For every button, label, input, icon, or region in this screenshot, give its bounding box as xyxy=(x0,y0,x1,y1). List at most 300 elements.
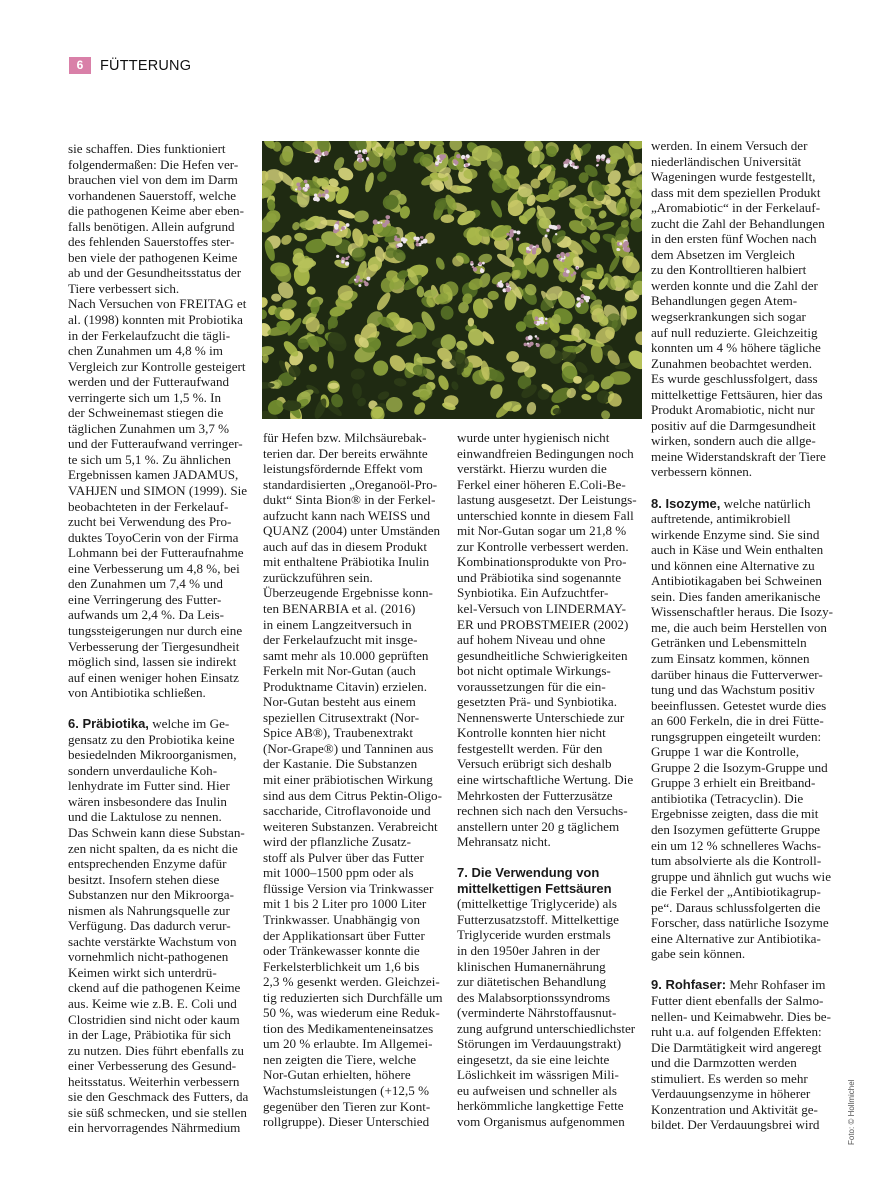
section-heading: mittelkettigen Fettsäuren xyxy=(457,880,612,896)
section-paragraph xyxy=(68,716,264,1136)
text-line: in den ersten fünf Wochen nach xyxy=(651,231,817,247)
text-line: wirkende Enzyme sind. Sie sind xyxy=(651,526,820,542)
flower xyxy=(509,233,513,237)
leaf xyxy=(573,376,582,384)
flower xyxy=(304,188,308,192)
text-line: duktes ToyoCerin von der Firma xyxy=(68,529,239,545)
flower xyxy=(619,242,622,245)
flower xyxy=(535,316,539,320)
text-line: möglich sind, lassen sie indirekt xyxy=(68,654,237,670)
flower xyxy=(596,159,599,162)
leaf xyxy=(328,317,338,328)
text-line: Wissenschaftler heraus. Die Isozy- xyxy=(651,604,833,620)
flower xyxy=(482,262,485,265)
flower xyxy=(313,197,317,201)
text-line: meine Widerstandskraft der Tiere xyxy=(651,448,826,464)
text-line: verstärkt. Hierzu wurden die xyxy=(457,461,607,477)
flower xyxy=(534,321,537,324)
flower xyxy=(596,164,598,166)
flower xyxy=(297,186,301,190)
text-line: „Aromabiotic“ in der Ferkelauf- xyxy=(651,200,821,216)
text-line: an 600 Ferkeln, die in drei Fütte- xyxy=(651,713,824,729)
text-line: und die Laktulose zu nennen. xyxy=(68,809,222,825)
text-line: gruppe und ähnlich gut wuchs wie xyxy=(651,868,832,884)
text-line: Zunahmen beobachtet werden. xyxy=(651,355,813,371)
text-line: Versuch erübrigt sich deshalb xyxy=(457,756,612,772)
text-line: der Applikationsart über Futter xyxy=(263,927,425,943)
flower xyxy=(468,163,471,166)
text-line: klinischen Humanernährung xyxy=(457,958,606,974)
text-line: antibiotika (Tetracyclin). Die xyxy=(651,790,804,806)
flower xyxy=(539,317,542,320)
text-line: Überzeugende Ergebnisse konn- xyxy=(263,585,433,601)
flower xyxy=(401,237,405,241)
text-line: welche natürlich xyxy=(720,495,811,511)
flower xyxy=(579,298,581,300)
text-line: entsprechenden Enzyme dafür xyxy=(68,856,227,872)
text-line: Nennenswerte Unterschiede zur xyxy=(457,709,625,725)
oregano-plant-image xyxy=(262,141,642,419)
flower xyxy=(421,241,424,244)
text-line: Trinkwasser. Unabhängig von xyxy=(263,911,420,927)
text-line: gabe sein können. xyxy=(651,946,746,962)
flower xyxy=(558,258,561,261)
text-line: vorhandenen Sauerstoff, welche xyxy=(68,187,237,203)
text-line: zurückzuführen sein. xyxy=(263,569,373,585)
flower xyxy=(439,160,442,163)
text-line: dem Absetzen im Vergleich xyxy=(651,246,795,262)
flower xyxy=(305,184,309,188)
text-line: Ferkel einer höheren E.Coli-Be- xyxy=(457,476,626,492)
text-line: darüber hinaus die Futterverwer- xyxy=(651,666,823,682)
text-column-3 xyxy=(457,430,653,1130)
text-line: 2,3 % gesenkt werden. Gleichzei- xyxy=(263,974,440,990)
text-line: Tiere verbessert sich. xyxy=(68,280,180,296)
text-line: Clostridien sind nicht oder kaum xyxy=(68,1011,240,1027)
text-line: Getränken und Lebensmitteln xyxy=(651,635,807,651)
flower xyxy=(345,262,349,266)
text-line: aus. Keime wie z.B. E. Coli und xyxy=(68,996,237,1012)
text-line: konnten um 4 % höhere tägliche xyxy=(651,340,821,356)
text-line: bildet. Der Verdauungsbrei wird xyxy=(651,1117,820,1133)
text-line: saccharide, Citroflavonoide und xyxy=(263,803,431,819)
text-line: besitzt. Insofern stehen diese xyxy=(68,871,220,887)
flower xyxy=(556,255,559,258)
text-line: Wageningen wurde festgestellt, xyxy=(651,169,816,185)
text-line: beeinflussen. Getestet wurde dies xyxy=(651,697,827,713)
flower xyxy=(373,219,378,224)
text-line: weiteren Substanzen. Verabreicht xyxy=(263,818,438,834)
text-line: zen nicht spalten, da es nicht die xyxy=(68,840,238,856)
flower xyxy=(547,229,550,232)
text-line: samt mehr als 10.000 geprüften xyxy=(263,647,429,663)
body-paragraph xyxy=(68,296,264,700)
text-line: zucht die Zahl der Behandlungen xyxy=(651,215,825,231)
text-line: einwandfreien Bedingungen noch xyxy=(457,445,634,461)
flower xyxy=(314,159,318,163)
flower xyxy=(366,157,369,160)
flower xyxy=(366,277,370,281)
flower xyxy=(545,234,548,237)
text-line: werden. In einem Versuch der xyxy=(651,138,808,153)
text-line: (mittelkettige Triglyceride) als xyxy=(457,896,618,912)
section-title: FÜTTERUNG xyxy=(100,57,192,74)
text-line: mit Nor-Gutan sogar um 21,8 % xyxy=(457,523,627,539)
text-line: Gruppe 3 erhielt ein Breitband- xyxy=(651,775,816,791)
text-line: Spice AB®), Traubenextrakt xyxy=(263,725,413,741)
text-line: ben viele der pathogenen Keime xyxy=(68,249,238,265)
text-line: bot nicht optimale Wirkungs- xyxy=(457,663,611,679)
text-line: und können eine Alternative zu xyxy=(651,557,815,573)
body-paragraph xyxy=(651,138,847,480)
text-line: Gruppe 1 war die Kontrolle, xyxy=(651,744,799,760)
flower xyxy=(566,270,570,274)
text-line: sie süß schmecken, und sie stellen xyxy=(68,1104,247,1120)
flower xyxy=(358,159,362,163)
flower xyxy=(533,247,537,251)
flower xyxy=(348,256,350,258)
text-line: terien dar. Der bereits erwähnte xyxy=(263,445,428,461)
text-line: der Kastanie. Die Substanzen xyxy=(263,756,418,772)
text-line: lastung ausgesetzt. Der Leistungs- xyxy=(457,492,637,508)
flower xyxy=(606,159,610,163)
text-line: Ferkeln mit Nor-Gutan (auch xyxy=(263,663,416,679)
flower xyxy=(506,287,511,292)
flower xyxy=(549,225,553,229)
flower xyxy=(365,152,367,154)
text-line: Konzentration und Aktivität ge- xyxy=(651,1101,818,1117)
flower xyxy=(624,241,629,246)
text-line: VAHJEN und SIMON (1999). Sie xyxy=(68,483,248,499)
body-paragraph xyxy=(263,694,459,1129)
text-line: me, die auch beim Herstellen von xyxy=(651,619,827,635)
flower xyxy=(346,223,350,227)
text-line: Futter dient ebenfalls der Salmo- xyxy=(651,992,824,1008)
section-paragraph xyxy=(651,977,847,1132)
text-line: Wachstumsleistungen (+12,5 % xyxy=(263,1082,429,1098)
text-line: wird der pflanzliche Zusatz- xyxy=(263,834,411,850)
text-line: besiedelnden Mikroorganismen, xyxy=(68,747,237,763)
text-line: die Ferkel der „Antibiotikagrup- xyxy=(651,884,821,900)
text-line: mittelkettige Fettsäuren, hier das xyxy=(651,386,823,402)
body-paragraph xyxy=(68,141,264,296)
text-column-2 xyxy=(263,430,459,1130)
text-line: QUANZ (2004) unter Umständen xyxy=(263,523,441,539)
flower xyxy=(316,149,321,154)
text-line: sie schaffen. Dies funktioniert xyxy=(68,141,226,156)
photo-credit: Foto: © Hollmichel xyxy=(847,1079,856,1145)
text-line: niederländischen Universität xyxy=(651,153,802,169)
text-line: gensatz zu den Probiotika keine xyxy=(68,731,235,747)
text-line: Störungen im Verdauungstrakt) xyxy=(457,1036,622,1052)
text-line: lenhydrate im Futter sind. Hier xyxy=(68,778,230,794)
flower xyxy=(517,231,521,235)
text-line: Mehr Rohfaser im xyxy=(726,977,826,993)
text-line: wären insbesondere das Inulin xyxy=(68,793,227,809)
text-line: Verfügung. Das dadurch verur- xyxy=(68,918,231,934)
text-line: pe“. Daraus schlussfolgerten die xyxy=(651,899,821,915)
text-line: gegenüber den Tieren zur Kont- xyxy=(263,1098,431,1114)
flower xyxy=(479,262,482,265)
flower xyxy=(454,161,458,165)
flower xyxy=(506,283,509,286)
flower xyxy=(623,247,628,252)
flower xyxy=(618,249,620,251)
text-line: rollgruppe). Dieser Unterschied xyxy=(263,1114,430,1130)
flower xyxy=(555,233,557,235)
flower xyxy=(364,282,368,286)
text-line: (verminderte Nährstoffausnut- xyxy=(457,1005,617,1021)
flower xyxy=(355,150,359,154)
flower xyxy=(394,237,398,241)
text-line: der Schweinemast stiegen die xyxy=(68,405,224,421)
text-line: zu den Kontrolltieren halbiert xyxy=(651,262,807,278)
text-line: rechnen sich nach den Versuchs- xyxy=(457,803,628,819)
text-line: ER und PROBSTMEIER (2002) xyxy=(457,616,629,632)
text-line: Triglyceride wurden erstmals xyxy=(457,927,611,943)
text-line: eingesetzt, da sie eine leichte xyxy=(457,1051,610,1067)
text-line: des fehlenden Sauerstoffes ster- xyxy=(68,234,235,250)
flower xyxy=(564,164,568,168)
flower xyxy=(545,322,548,325)
text-line: Verdauungsenzyme in höherer xyxy=(651,1086,811,1102)
text-line: von Antibiotika schließen. xyxy=(68,685,206,701)
text-line: Die Darmtätigkeit wird angeregt xyxy=(651,1039,822,1055)
text-line: folgendermaßen: Die Hefen ver- xyxy=(68,156,239,172)
text-line: Behandlungen gegen Atem- xyxy=(651,293,798,309)
body-paragraph xyxy=(457,430,653,850)
flower xyxy=(575,166,578,169)
text-line: welche im Ge- xyxy=(148,716,230,732)
text-line: Forscher, dass natürliche Isozyme xyxy=(651,915,829,931)
text-line: Kontrolle konnten hier nicht xyxy=(457,725,606,741)
flower xyxy=(296,183,300,187)
text-line: der Ferkelaufzucht mit insge- xyxy=(263,632,418,648)
flower xyxy=(586,296,590,300)
flower xyxy=(358,284,361,287)
text-line: mit 1000–1500 ppm oder als xyxy=(263,865,414,881)
text-line: und der Futteraufwand verringer- xyxy=(68,436,243,452)
flower xyxy=(421,236,424,239)
flower xyxy=(506,233,509,236)
text-line: mit einer präbiotischen Wirkung xyxy=(263,772,433,788)
text-line: heitsstatus. Weiterhin verbessern xyxy=(68,1073,240,1089)
text-line: in der Lage, Präbiotika für sich xyxy=(68,1027,231,1043)
body-paragraph xyxy=(263,430,459,585)
flower xyxy=(470,261,473,264)
text-line: ein hervorragendes Nährmedium xyxy=(68,1120,241,1136)
text-line: Produktname Citavin) erzielen. xyxy=(263,678,427,694)
flower xyxy=(535,335,538,338)
text-line: zur diätetischen Behandlung xyxy=(457,974,607,990)
text-line: Substanzen nur den Mikroorga- xyxy=(68,887,234,903)
text-line: und Präbiotika sind sogenannte xyxy=(457,569,622,585)
flower xyxy=(540,320,544,324)
text-line: zucht bei Verwendung des Pro- xyxy=(68,514,232,530)
text-line: Keimen wirkt sich unterdrü- xyxy=(68,964,217,980)
text-line: dukt“ Sinta Bion® in der Ferkel- xyxy=(263,492,436,508)
text-line: ein um 12 % schnelleres Wachs- xyxy=(651,837,821,853)
text-line: wirken, sondern auch die allge- xyxy=(651,433,816,449)
text-line: sondern unverdauliche Koh- xyxy=(68,762,218,778)
text-column-1 xyxy=(68,141,264,1136)
flower xyxy=(386,215,390,219)
flower xyxy=(530,342,534,346)
text-line: Nor-Gutan erhielten, höhere xyxy=(263,1067,411,1083)
flower xyxy=(601,154,606,159)
flower xyxy=(516,238,519,241)
text-line: verringerte sich um 1,5 %. In xyxy=(68,389,222,405)
flower xyxy=(354,279,356,281)
text-line: in der Ferkelaufzucht die tägli- xyxy=(68,327,231,343)
text-line: eine wirtschaftliche Wertung. Die xyxy=(457,772,634,788)
flower xyxy=(360,279,363,282)
text-line: ckend auf die pathogenen Keime xyxy=(68,980,241,996)
flower xyxy=(377,221,380,224)
flower xyxy=(318,193,322,197)
text-line: mit 1 bis 2 Liter pro 1000 Liter xyxy=(263,896,427,912)
text-line: wegserkrankungen sich sogar xyxy=(651,309,806,325)
text-line: einer Verbesserung des Gesund- xyxy=(68,1058,237,1074)
text-line: Kombinationsprodukte von Pro- xyxy=(457,554,627,570)
flower xyxy=(472,266,474,268)
text-line: beobachteten in der Ferkelauf- xyxy=(68,498,229,514)
text-line: auch auf das in diesem Produkt xyxy=(263,538,427,554)
flower xyxy=(583,296,586,299)
text-line: brauchen viel von dem im Darm xyxy=(68,172,238,188)
text-line: gesundheitliche Schwierigkeiten xyxy=(457,647,628,663)
text-line: und die Darmzotten werden xyxy=(651,1055,797,1071)
leaf xyxy=(464,169,478,179)
flower xyxy=(405,239,408,242)
text-line: die pathogenen Keime aber eben- xyxy=(68,203,244,219)
text-line: sie den Geschmack des Futters, da xyxy=(68,1089,249,1105)
text-line: positiv auf die Darmgesundheit xyxy=(651,417,816,433)
flower xyxy=(382,223,387,228)
text-line: Das Schwein kann diese Substan- xyxy=(68,825,245,841)
flower xyxy=(341,260,344,263)
text-line: standardisierten „Oreganoöl-Pro- xyxy=(263,476,438,492)
text-line: zung aufgrund unterschiedlichster xyxy=(457,1020,636,1036)
text-line: stoff als Pulver über das Futter xyxy=(263,849,424,865)
text-line: auf null reduzierte. Gleichzeitig xyxy=(651,324,818,340)
text-line: um 20 % erlaubte. Im Allgemei- xyxy=(263,1036,433,1052)
text-line: eine Verringerung des Futter- xyxy=(68,591,222,607)
flower xyxy=(565,253,569,257)
text-line: zu nutzen. Dies führt ebenfalls zu xyxy=(68,1042,244,1058)
flower xyxy=(314,194,317,197)
flower xyxy=(341,226,345,230)
text-line: mit enthaltene Präbiotika Inulin xyxy=(263,554,430,570)
flower xyxy=(359,150,362,153)
flower xyxy=(324,151,329,156)
text-line: speziellen Citrusextrakt (Nor- xyxy=(263,709,420,725)
section-heading: 6. Präbiotika, xyxy=(68,716,149,732)
text-line: auftretende, antimikrobiell xyxy=(651,511,791,527)
text-line: nismen als Nahrungsquelle zur xyxy=(68,902,230,918)
flower xyxy=(528,335,533,340)
text-line: kel-Versuch von LINDERMAY- xyxy=(457,601,626,617)
flower xyxy=(413,236,417,240)
flower xyxy=(507,238,509,240)
text-line: dass mit dem speziellen Produkt xyxy=(651,184,821,200)
text-line: Vergleich zur Kontrolle gesteigert xyxy=(68,358,246,374)
text-line: Es wurde geschlussfolgert, dass xyxy=(651,371,818,387)
text-line: vornehmlich nicht-pathogenen xyxy=(68,949,229,965)
body-paragraph xyxy=(263,585,459,694)
text-line: leistungsfördernde Effekt vom xyxy=(263,461,423,477)
text-line: den Zunahmen um 7,4 % und xyxy=(68,576,223,592)
text-line: den Isozymen gefütterte Gruppe xyxy=(651,822,821,838)
text-line: aufzucht kann nach WEISS und xyxy=(263,507,431,523)
text-line: Verbesserung der Tiergesundheit xyxy=(68,638,240,654)
text-line: täglichen Zunahmen um 3,7 % xyxy=(68,420,230,436)
flower xyxy=(602,159,604,161)
text-line: (Nor-Grape®) und Tanninen aus xyxy=(263,740,434,756)
text-line: chen Zunahmen um 4,8 % im xyxy=(68,343,223,359)
flower xyxy=(513,230,516,233)
flower xyxy=(304,180,308,184)
flower xyxy=(456,154,460,158)
text-line: tungssteigerungen nur durch eine xyxy=(68,622,243,638)
text-line: ten BENARBIA et al. (2016) xyxy=(263,601,416,617)
text-line: tum absolvierte als die Kontroll- xyxy=(651,853,822,869)
text-line: oder Tränkewasser konnte die xyxy=(263,943,420,959)
text-line: Ferkelsterblichkeit um 1,6 bis xyxy=(263,958,420,974)
text-line: eine Verbesserung um 4,8 %, bei xyxy=(68,560,240,576)
text-line: in den 1950er Jahren in der xyxy=(457,943,600,958)
flower xyxy=(336,255,339,258)
text-line: Antibiotikagaben bei Schweinen xyxy=(651,573,822,589)
flower xyxy=(436,156,439,159)
text-line: eine Alternative zur Antibiotika- xyxy=(651,930,821,946)
flower xyxy=(335,226,339,230)
flower xyxy=(553,226,557,230)
text-line: Futterzusatzstoff. Mittelkettige xyxy=(457,911,619,927)
flower xyxy=(480,268,482,270)
text-line: Lohmann bei der Futteraufnahme xyxy=(68,545,244,561)
oregano-photo xyxy=(262,141,642,419)
text-line: falls benötigen. Allein aufgrund xyxy=(68,218,235,234)
flower xyxy=(337,221,339,223)
text-line: stimuliert. Es werden so mehr xyxy=(651,1070,808,1086)
text-line: werden und der Futteraufwand xyxy=(68,374,230,390)
text-line: Gruppe 2 die Isozym-Gruppe und xyxy=(651,759,828,775)
text-line: te sich um 5,1 %. Zu ähnlichen xyxy=(68,451,231,467)
text-line: voraussetzungen für die ein- xyxy=(457,678,606,694)
text-line: sind aus dem Citrus Pektin-Oligo- xyxy=(263,787,442,803)
page-header xyxy=(69,57,191,74)
flower xyxy=(499,283,504,288)
flower xyxy=(576,267,578,269)
text-line: in einem Langzeitversuch in xyxy=(263,616,412,632)
text-line: tion des Medikamenteneinsatzes xyxy=(263,1020,434,1036)
text-line: auf hohem Niveau und ohne xyxy=(457,632,606,648)
flower xyxy=(435,161,439,165)
text-line: ruht u.a. auf folgenden Effekten: xyxy=(651,1024,822,1040)
flower xyxy=(342,257,345,260)
text-column-4 xyxy=(651,138,847,1133)
text-line: gesetzten Prä- und Synbiotika. xyxy=(457,694,618,710)
flower xyxy=(536,337,539,340)
text-line: Produkt Aromabiotic, nicht nur xyxy=(651,402,815,418)
flower xyxy=(322,193,326,197)
page-number-badge: 6 xyxy=(69,57,91,74)
text-line: für Hefen bzw. Milchsäurebak- xyxy=(263,430,427,445)
flower xyxy=(442,154,446,158)
text-line: ab und der Gesundheitsstatus der xyxy=(68,265,242,281)
flower xyxy=(562,259,565,262)
